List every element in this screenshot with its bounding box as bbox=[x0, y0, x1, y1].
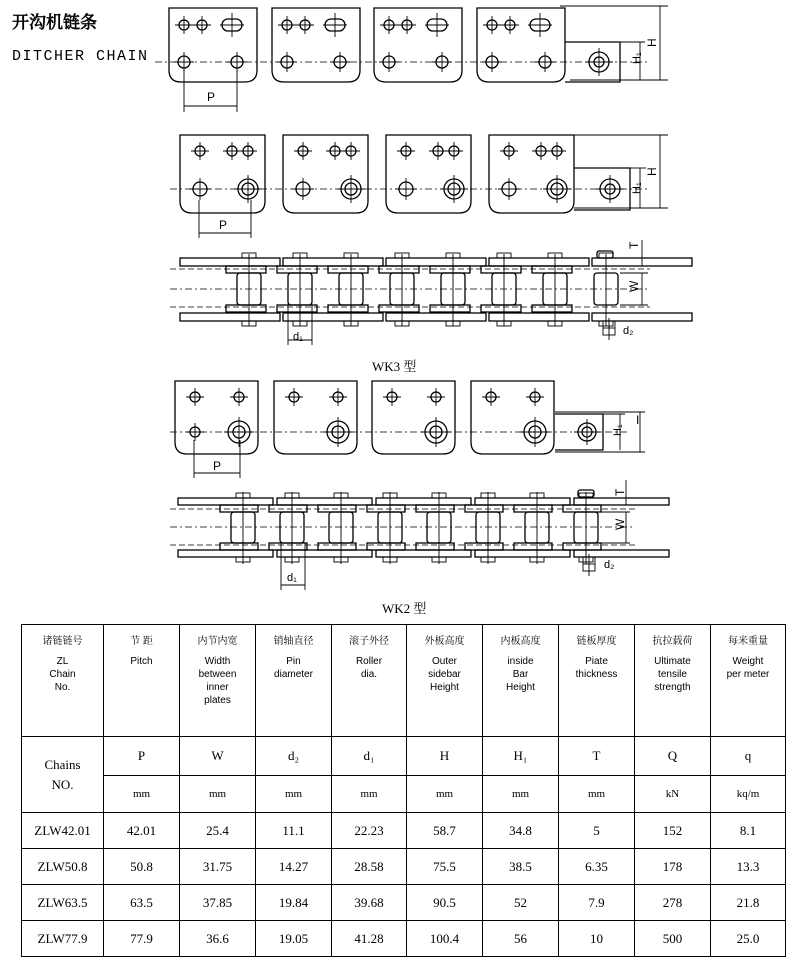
outer-plate bbox=[283, 258, 383, 266]
header-cn: 内板高度 bbox=[500, 636, 541, 647]
inner-plate bbox=[318, 543, 356, 550]
attachment-plate bbox=[274, 381, 357, 454]
outer-plate bbox=[475, 550, 570, 557]
table-row bbox=[22, 813, 786, 849]
pitch-label-3: P bbox=[213, 459, 222, 473]
table-row bbox=[22, 849, 786, 885]
inner-plate bbox=[379, 266, 419, 273]
attachment-plate bbox=[372, 381, 455, 454]
unit-cell: mm bbox=[407, 776, 483, 813]
value-cell: 19.84 bbox=[256, 885, 332, 921]
inner-plate bbox=[367, 543, 405, 550]
header-en: inside Bar Height bbox=[506, 656, 535, 693]
inner-plate bbox=[220, 505, 258, 512]
pin-dia-label-1: d₂ bbox=[623, 325, 634, 337]
inner-plate bbox=[277, 305, 317, 312]
value-cell: 75.5 bbox=[407, 849, 483, 885]
outer-plate bbox=[386, 313, 486, 321]
inner-height-label-2: H₁ bbox=[631, 182, 643, 194]
pitch-label-2: P bbox=[219, 218, 228, 232]
value-cell: 10 bbox=[559, 921, 635, 957]
header-cell bbox=[332, 625, 407, 737]
header-cn: 节 距 bbox=[130, 636, 153, 647]
inner-plate bbox=[318, 505, 356, 512]
dimension-labels bbox=[207, 38, 659, 584]
value-cell: 25.0 bbox=[711, 921, 786, 957]
value-cell: 37.85 bbox=[180, 885, 256, 921]
value-cell: 36.6 bbox=[180, 921, 256, 957]
value-cell: 7.9 bbox=[559, 885, 635, 921]
height-label-1: H bbox=[645, 38, 659, 47]
outer-plate bbox=[574, 498, 669, 505]
height-label-3: I bbox=[636, 413, 640, 427]
attachment-plate bbox=[374, 8, 462, 82]
header-cell bbox=[483, 625, 559, 737]
value-cell: 63.5 bbox=[104, 885, 180, 921]
wk2-top-view bbox=[170, 480, 669, 590]
attachment-plate bbox=[175, 381, 258, 454]
inner-plate bbox=[328, 305, 368, 312]
page-title-english: DITCHER CHAIN bbox=[12, 48, 149, 65]
outer-plate bbox=[178, 498, 273, 505]
value-cell: 22.23 bbox=[332, 813, 407, 849]
chain-model-cell: ZLW50.8 bbox=[22, 849, 104, 885]
chain-model-cell: ZLW42.01 bbox=[22, 813, 104, 849]
value-cell: 21.8 bbox=[711, 885, 786, 921]
inner-plate bbox=[532, 266, 572, 273]
ditcher-chain-side-view-1 bbox=[155, 6, 668, 112]
attachment-plate bbox=[471, 381, 554, 454]
header-cell bbox=[711, 625, 786, 737]
value-cell: 58.7 bbox=[407, 813, 483, 849]
header-cell bbox=[635, 625, 711, 737]
thickness-label-1: T bbox=[627, 241, 641, 249]
chain-spec-table bbox=[21, 624, 786, 957]
inner-plate bbox=[563, 505, 601, 512]
header-en: Outer sidebar Height bbox=[428, 656, 461, 693]
pitch-label-1: P bbox=[207, 90, 216, 104]
wk3-caption: WK3 型 bbox=[372, 359, 417, 374]
wk3-top-view bbox=[170, 240, 692, 345]
outer-plate bbox=[277, 550, 372, 557]
value-cell: 100.4 bbox=[407, 921, 483, 957]
outer-plate bbox=[475, 498, 570, 505]
symbol-cell: T bbox=[559, 737, 635, 776]
header-en: Piate thickness bbox=[575, 656, 618, 680]
header-cn: 链板厚度 bbox=[576, 636, 617, 647]
unit-cell: kq/m bbox=[711, 776, 786, 813]
attachment-plate bbox=[169, 8, 257, 82]
value-cell: 52 bbox=[483, 885, 559, 921]
header-en: Roller dia. bbox=[355, 656, 383, 680]
attachment-plate bbox=[180, 135, 265, 213]
attachment-plate bbox=[386, 135, 471, 213]
value-cell: 28.58 bbox=[332, 849, 407, 885]
unit-cell: mm bbox=[256, 776, 332, 813]
outer-plate bbox=[283, 313, 383, 321]
inner-plate bbox=[416, 543, 454, 550]
header-cn: 内节内宽 bbox=[197, 636, 238, 647]
value-cell: 41.28 bbox=[332, 921, 407, 957]
value-cell: 34.8 bbox=[483, 813, 559, 849]
value-cell: 8.1 bbox=[711, 813, 786, 849]
value-cell: 25.4 bbox=[180, 813, 256, 849]
inner-plate bbox=[379, 305, 419, 312]
value-cell: 13.3 bbox=[711, 849, 786, 885]
symbol-cell: P bbox=[104, 737, 180, 776]
header-cn: 外板高度 bbox=[424, 636, 465, 647]
header-cell bbox=[180, 625, 256, 737]
header-cn: 每米重量 bbox=[728, 636, 768, 647]
symbol-cell: q bbox=[711, 737, 786, 776]
header-en: Pitch bbox=[130, 656, 153, 667]
header-en: Pin diameter bbox=[274, 656, 313, 680]
header-row bbox=[22, 625, 786, 737]
page-title-chinese: 开沟机链条 bbox=[12, 13, 97, 33]
unit-cell: mm bbox=[332, 776, 407, 813]
value-cell: 38.5 bbox=[483, 849, 559, 885]
inner-plate bbox=[514, 505, 552, 512]
inner-plate bbox=[269, 543, 307, 550]
symbol-cell: Q bbox=[635, 737, 711, 776]
header-cn: 抗拉载荷 bbox=[652, 636, 693, 647]
header-cell bbox=[22, 625, 104, 737]
value-cell: 178 bbox=[635, 849, 711, 885]
unit-cell: kN bbox=[635, 776, 711, 813]
symbol-cell: H bbox=[407, 737, 483, 776]
header-cn: 销轴直径 bbox=[273, 636, 314, 647]
header-en: Width between inner plates bbox=[198, 656, 237, 706]
inner-plate bbox=[416, 505, 454, 512]
symbol-cell: d₂ bbox=[256, 737, 332, 776]
outer-plate bbox=[180, 313, 280, 321]
value-cell: 50.8 bbox=[104, 849, 180, 885]
attachment-plate bbox=[283, 135, 368, 213]
wk3-side-view bbox=[170, 135, 668, 238]
value-cell: 19.05 bbox=[256, 921, 332, 957]
inner-plate bbox=[226, 266, 266, 273]
attachment-plate bbox=[272, 8, 360, 82]
outer-plate bbox=[386, 258, 486, 266]
unit-cell: mm bbox=[483, 776, 559, 813]
header-cell bbox=[104, 625, 180, 737]
inner-plate bbox=[367, 505, 405, 512]
chain-model-cell: ZLW77.9 bbox=[22, 921, 104, 957]
symbol-cell: d₁ bbox=[332, 737, 407, 776]
value-cell: 278 bbox=[635, 885, 711, 921]
inner-height-label-1: H₁ bbox=[631, 52, 643, 64]
value-cell: 500 bbox=[635, 921, 711, 957]
value-cell: 11.1 bbox=[256, 813, 332, 849]
value-cell: 77.9 bbox=[104, 921, 180, 957]
inner-plate bbox=[226, 305, 266, 312]
header-cell bbox=[559, 625, 635, 737]
value-cell: 56 bbox=[483, 921, 559, 957]
attachment-plate bbox=[477, 8, 565, 82]
unit-cell: mm bbox=[104, 776, 180, 813]
wk2-side-view bbox=[170, 381, 645, 478]
inner-plate bbox=[328, 266, 368, 273]
header-en: Weight per meter bbox=[726, 656, 770, 680]
header-cell bbox=[256, 625, 332, 737]
table-row bbox=[22, 921, 786, 957]
value-cell: 5 bbox=[559, 813, 635, 849]
roller-dia-label-2: d₁ bbox=[287, 572, 297, 584]
value-cell: 6.35 bbox=[559, 849, 635, 885]
inner-plate bbox=[277, 266, 317, 273]
value-cell: 42.01 bbox=[104, 813, 180, 849]
header-en: ZL Chain No. bbox=[49, 656, 76, 693]
value-cell: 31.75 bbox=[180, 849, 256, 885]
outer-plate bbox=[592, 313, 692, 321]
wk2-caption: WK2 型 bbox=[382, 601, 427, 616]
inner-plate bbox=[269, 505, 307, 512]
inner-plate bbox=[514, 543, 552, 550]
inner-plate bbox=[532, 305, 572, 312]
outer-plate bbox=[277, 498, 372, 505]
symbol-cell: H₁ bbox=[483, 737, 559, 776]
unit-row bbox=[22, 776, 786, 813]
inner-height-label-3: H₁ bbox=[612, 424, 624, 436]
thickness-label-2: T bbox=[613, 488, 627, 496]
value-cell: 39.68 bbox=[332, 885, 407, 921]
chain-model-cell: ZLW63.5 bbox=[22, 885, 104, 921]
header-cell bbox=[407, 625, 483, 737]
value-cell: 152 bbox=[635, 813, 711, 849]
inner-plate bbox=[220, 543, 258, 550]
pin-dia-label-2: d₂ bbox=[604, 559, 615, 571]
outer-plate bbox=[574, 550, 669, 557]
width-label-1: W bbox=[627, 280, 641, 292]
symbol-cell: W bbox=[180, 737, 256, 776]
inner-plate bbox=[481, 305, 521, 312]
inner-plate bbox=[465, 505, 503, 512]
attachment-plate bbox=[489, 135, 574, 213]
inner-plate bbox=[430, 305, 470, 312]
header-en: Ultimate tensile strength bbox=[654, 656, 691, 693]
value-cell: 90.5 bbox=[407, 885, 483, 921]
inner-plate bbox=[481, 266, 521, 273]
inner-plate bbox=[430, 266, 470, 273]
unit-cell: mm bbox=[180, 776, 256, 813]
unit-cell: mm bbox=[559, 776, 635, 813]
header-cn: 诸链链号 bbox=[42, 636, 83, 647]
symbol-row bbox=[22, 737, 786, 776]
table-row bbox=[22, 885, 786, 921]
width-label-2: W bbox=[613, 518, 627, 530]
header-cn: 滚子外径 bbox=[349, 636, 389, 647]
inner-plate bbox=[465, 543, 503, 550]
inner-plate bbox=[563, 543, 601, 550]
height-label-2: H bbox=[645, 167, 659, 176]
outer-plate bbox=[180, 258, 280, 266]
outer-plate bbox=[178, 550, 273, 557]
roller-dia-label-1: d₁ bbox=[293, 331, 303, 343]
value-cell: 14.27 bbox=[256, 849, 332, 885]
chains-no-label: Chains NO. bbox=[22, 737, 104, 813]
